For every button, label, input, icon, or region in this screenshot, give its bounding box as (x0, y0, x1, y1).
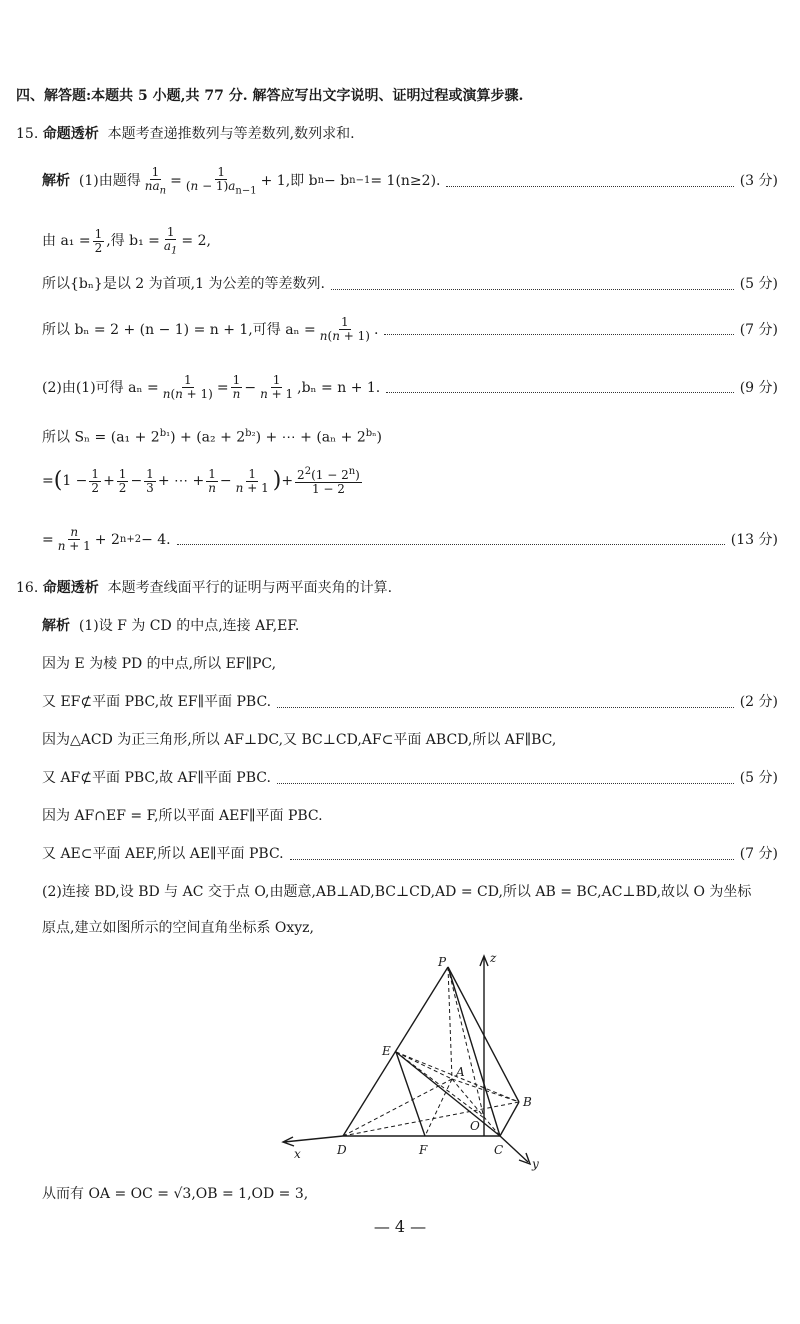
label-B: B (523, 1095, 532, 1109)
label-P: P (438, 955, 447, 969)
label-O: O (470, 1119, 480, 1133)
label-x: x (294, 1147, 301, 1161)
section-header: 四、解答题:本题共 5 小题,共 77 分. 解答应写出文字说明、证明过程或演算步骤. (16, 88, 524, 104)
q16-line-5: 又 AF⊄平面 PBC,故 AF∥平面 PBC. (5 分) (42, 770, 778, 786)
q16-line-2: 因为 E 为棱 PD 的中点,所以 EF∥PC, (42, 656, 277, 672)
edge-EO (396, 1052, 484, 1118)
q16-line-8: (2)连接 BD,设 BD 与 AC 交于点 O,由题意,AB⊥AD,BC⊥CD,AD = CD,所以 AB = BC,AC⊥BD,故以 O 为坐标 (42, 884, 752, 900)
q15-line-2: 由 a₁ = $\frac{1}{2}$ ,得 b₁ = $\frac{1}{a_1}$ = 2, (42, 225, 211, 257)
label-C: C (494, 1143, 504, 1157)
q16-line-4: 因为△ACD 为正三角形,所以 AF⊥DC,又 BC⊥CD,AF⊂平面 ABCD,所以 AF∥BC, (42, 732, 557, 748)
label-z: z (490, 951, 497, 965)
label-D: D (337, 1143, 347, 1157)
edge-CB (500, 1102, 519, 1136)
label-y: y (532, 1157, 539, 1171)
label-A: A (456, 1065, 465, 1079)
q15-line-1: 解析 (1)由题得 $\frac{1}{na_n}$ = $\frac{1}{(n - 1)a_{n-1}}$ + 1 ,即 b n − b n−1 = 1(n≥2). (3 分) (42, 165, 778, 197)
q15-line-7: = ( 1 − $\frac{1}{2}$ + $\frac{1}{2}$ − $\frac{1}{3}$ + ⋯ + $\frac{1}{n}$ − $\frac{1}{n + 1}$ ) + $\frac{2^2(1 - 2^n)}{1 - 2}$ (42, 466, 360, 497)
q15-line-8: = $\frac{n}{n + 1}$ + 2 n+2 − 4. (13 分) (42, 525, 778, 554)
q16-line-9: 原点,建立如图所示的空间直角坐标系 Oxyz, (42, 920, 315, 936)
q15-line-6: 所以 $S_n = (a_1 + 2^{b_1}) + (a_2 + 2^{b_2})$ + ⋯ + $(a_n + 2^{b_n})$ (42, 428, 382, 446)
label-F: F (419, 1143, 428, 1157)
q15-intro: 15. 命题透析 本题考查递推数列与等差数列,数列求和. (16, 126, 355, 142)
axis-y (500, 1136, 528, 1162)
edge-PA (448, 967, 452, 1079)
q16-line-3: 又 EF⊄平面 PBC,故 EF∥平面 PBC. (2 分) (42, 694, 778, 710)
edge-AF (425, 1079, 452, 1136)
edge-PD (343, 967, 448, 1136)
q16-intro: 16. 命题透析 本题考查线面平行的证明与两平面夹角的计算. (16, 580, 393, 596)
q15-line-5: (2)由(1)可得 aₙ = $\frac{1}{n(n + 1)}$ = $\frac{1}{n}$ − $\frac{1}{n + 1}$ ,bₙ = n + 1. (9 分) (42, 373, 778, 402)
label-E: E (382, 1044, 391, 1058)
q15-line-4: 所以 bₙ = 2 + (n − 1) = n + 1,可得 aₙ = $\frac{1}{n(n + 1)}$ . (7 分) (42, 315, 778, 344)
edge-DA (343, 1079, 452, 1136)
q16-line-10: 从而有 OA = OC = √3,OB = 1,OD = 3, (42, 1186, 309, 1202)
q16-line-1: 解析 (1)设 F 为 CD 的中点,连接 AF,EF. (42, 618, 300, 634)
page-number: — 4 — (373, 1217, 427, 1236)
q15-line-3: 所以{bₙ}是以 2 为首项,1 为公差的等差数列. (5 分) (42, 276, 778, 292)
q16-line-7: 又 AE⊂平面 AEF,所以 AE∥平面 PBC. (7 分) (42, 846, 778, 862)
q16-line-6: 因为 AF∩EF = F,所以平面 AEF∥平面 PBC. (42, 808, 323, 824)
